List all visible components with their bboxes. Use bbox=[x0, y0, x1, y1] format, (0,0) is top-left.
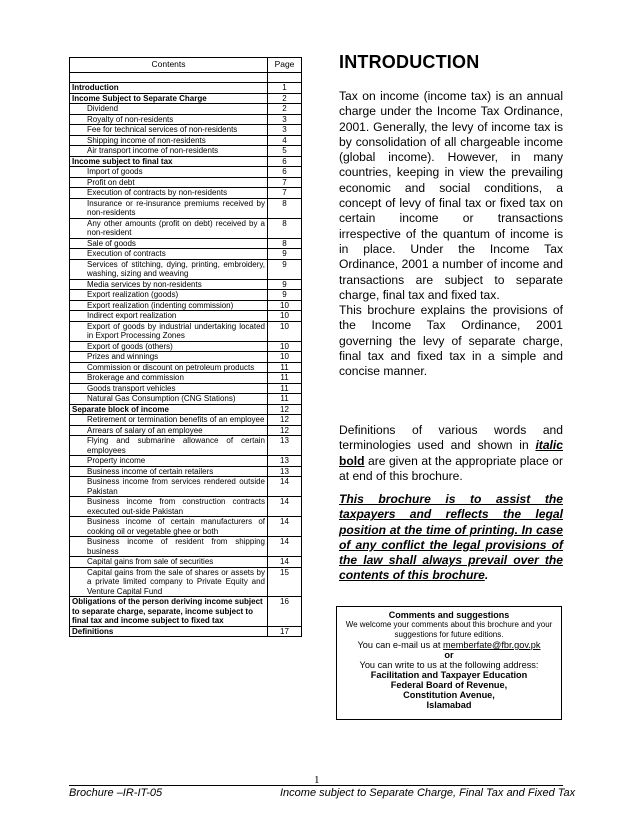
contents-section-title: Introduction bbox=[70, 83, 268, 94]
contents-page-number: 14 bbox=[268, 557, 302, 568]
contents-page-number: 6 bbox=[268, 156, 302, 167]
address-line-1: Facilitation and Taxpayer Education bbox=[370, 670, 528, 680]
contents-row bbox=[70, 249, 302, 260]
contents-page-number: 11 bbox=[268, 383, 302, 394]
contents-subsection-title: Export of goods (others) bbox=[70, 341, 268, 352]
contents-section-title: Income Subject to Separate Charge bbox=[70, 93, 268, 104]
disclaimer-period: . bbox=[484, 568, 489, 583]
contents-page-number: 10 bbox=[268, 352, 302, 363]
contents-page-number: 2 bbox=[268, 93, 302, 104]
contents-subsection-title: Execution of contracts bbox=[70, 249, 268, 260]
contents-row bbox=[70, 362, 302, 373]
definitions-text-start: Definitions of various words and terminologies used and shown in bbox=[339, 423, 563, 453]
comments-suggestions-box bbox=[336, 606, 562, 720]
contents-row bbox=[70, 537, 302, 557]
contents-row bbox=[70, 259, 302, 279]
contents-page-number: 17 bbox=[268, 626, 302, 637]
contents-subsection-title: Business income from construction contracts executed out-side Pakistan bbox=[70, 497, 268, 517]
address-line-2: Federal Board of Revenue, bbox=[390, 680, 508, 690]
contents-page-number: 13 bbox=[268, 436, 302, 456]
italic-keyword: italic bbox=[535, 438, 563, 453]
contents-row bbox=[70, 456, 302, 467]
contents-page-number: 7 bbox=[268, 177, 302, 188]
disclaimer-paragraph bbox=[339, 492, 563, 584]
footer-brochure-title: Income subject to Separate Charge, Final Tax and Fixed Tax bbox=[280, 787, 576, 799]
contents-subsection-title: Insurance or re-insurance premiums received by non-residents bbox=[70, 198, 268, 218]
contents-page-number: 14 bbox=[268, 517, 302, 537]
email-prefix: You can e-mail us at bbox=[357, 640, 443, 650]
contents-subsection-title: Capital gains from sale of securities bbox=[70, 557, 268, 568]
contents-subsection-title: Dividend bbox=[70, 104, 268, 115]
contents-page-number: 9 bbox=[268, 279, 302, 290]
contents-row bbox=[70, 626, 302, 637]
contents-spacer-row bbox=[70, 73, 302, 83]
contents-row bbox=[70, 352, 302, 363]
intro-paragraph-1: Tax on income (income tax) is an annual charge under the Income Tax Ordinance, 2001. Generally, the levy of income tax is by consolidation of all chargeable income (global income). However, in many countries, keeping in view the prevailing economic and social conditions, a concept of levy of final tax or fixed tax on certain income or transactions irrespective of the quantum of income is in place. Under the Income Tax Ordinance, 2001 a number of income and transactions are subject to separate charge, final tax and fixed tax. bbox=[339, 89, 563, 302]
contents-row bbox=[70, 114, 302, 125]
contents-row bbox=[70, 415, 302, 426]
contents-page-number: 11 bbox=[268, 362, 302, 373]
contents-row bbox=[70, 146, 302, 157]
footer-brochure-id: Brochure –IR-IT-05 bbox=[69, 787, 163, 799]
contents-row bbox=[70, 300, 302, 311]
contents-row bbox=[70, 167, 302, 178]
contents-row bbox=[70, 238, 302, 249]
contents-subsection-title: Goods transport vehicles bbox=[70, 383, 268, 394]
contents-header: Contents bbox=[70, 58, 268, 73]
contents-section-title: Separate block of income bbox=[70, 404, 268, 415]
contents-row bbox=[70, 341, 302, 352]
or-text: or bbox=[444, 650, 454, 660]
contents-table bbox=[69, 57, 302, 637]
contents-subsection-title: Commission or discount on petroleum products bbox=[70, 362, 268, 373]
contents-row bbox=[70, 125, 302, 136]
contents-subsection-title: Export realization (goods) bbox=[70, 290, 268, 301]
contents-page-number: 12 bbox=[268, 425, 302, 436]
contents-subsection-title: Brokerage and commission bbox=[70, 373, 268, 384]
contents-page-number: 12 bbox=[268, 415, 302, 426]
contents-page-number: 13 bbox=[268, 466, 302, 477]
contents-subsection-title: Sale of goods bbox=[70, 238, 268, 249]
contents-page-number: 9 bbox=[268, 259, 302, 279]
contents-row bbox=[70, 279, 302, 290]
contents-row bbox=[70, 373, 302, 384]
contents-page-number: 3 bbox=[268, 114, 302, 125]
contents-page-number: 6 bbox=[268, 167, 302, 178]
contents-subsection-title: Prizes and winnings bbox=[70, 352, 268, 363]
contents-page-number: 13 bbox=[268, 456, 302, 467]
contents-subsection-title: Shipping income of non-residents bbox=[70, 135, 268, 146]
contents-page-number: 2 bbox=[268, 104, 302, 115]
contents-subsection-title: Export realization (indenting commission) bbox=[70, 300, 268, 311]
contents-section-title: Obligations of the person deriving income subject to separate charge, separate, income subject to final tax and income subject to fixed tax bbox=[70, 597, 268, 627]
contents-row bbox=[70, 517, 302, 537]
contents-page-number: 4 bbox=[268, 135, 302, 146]
contents-page-number: 9 bbox=[268, 290, 302, 301]
contents-row bbox=[70, 567, 302, 597]
contents-row bbox=[70, 404, 302, 415]
contents-subsection-title: Media services by non-residents bbox=[70, 279, 268, 290]
contents-page-number: 3 bbox=[268, 125, 302, 136]
contents-page-number: 8 bbox=[268, 198, 302, 218]
contents-page-number: 7 bbox=[268, 188, 302, 199]
definitions-paragraph bbox=[339, 423, 563, 484]
contents-row bbox=[70, 311, 302, 322]
contents-row bbox=[70, 198, 302, 218]
contents-row bbox=[70, 436, 302, 456]
disclaimer-text: This brochure is to assist the taxpayers and reflects the legal position at the time of printing. In case of any conflict the legal provisions of the law shall always prevail over the contents of this brochure bbox=[339, 492, 563, 583]
contents-row bbox=[70, 93, 302, 104]
contents-row bbox=[70, 477, 302, 497]
contents-page-number: 8 bbox=[268, 238, 302, 249]
comments-heading: Comments and suggestions bbox=[388, 610, 510, 620]
contents-subsection-title: Execution of contracts by non-residents bbox=[70, 188, 268, 199]
definitions-text-end: are given at the appropriate place or at end of this brochure. bbox=[339, 453, 563, 483]
contents-subsection-title: Natural Gas Consumption (CNG Stations) bbox=[70, 394, 268, 405]
write-to-us-text: You can write to us at the following address: bbox=[359, 660, 539, 670]
contents-row bbox=[70, 383, 302, 394]
contents-page-number: 9 bbox=[268, 249, 302, 260]
contents-row bbox=[70, 425, 302, 436]
contents-subsection-title: Profit on debt bbox=[70, 177, 268, 188]
contents-row bbox=[70, 597, 302, 627]
contents-row bbox=[70, 321, 302, 341]
contents-section-title: Definitions bbox=[70, 626, 268, 637]
contents-row bbox=[70, 188, 302, 199]
contents-page-number: 10 bbox=[268, 311, 302, 322]
email-link[interactable]: memberfate@fbr.gov.pk bbox=[442, 640, 541, 650]
contents-subsection-title: Royalty of non-residents bbox=[70, 114, 268, 125]
page-number: 1 bbox=[314, 774, 320, 786]
contents-page-number: 15 bbox=[268, 567, 302, 597]
contents-page-number: 5 bbox=[268, 146, 302, 157]
contents-subsection-title: Any other amounts (profit on debt) received by a non-resident bbox=[70, 218, 268, 238]
contents-page-number: 8 bbox=[268, 218, 302, 238]
contents-page-number: 10 bbox=[268, 341, 302, 352]
contents-subsection-title: Indirect export realization bbox=[70, 311, 268, 322]
contents-subsection-title: Property income bbox=[70, 456, 268, 467]
contents-page-number: 14 bbox=[268, 537, 302, 557]
contents-page-number: 1 bbox=[268, 83, 302, 94]
contents-row bbox=[70, 177, 302, 188]
page-header: Page bbox=[268, 58, 302, 73]
contents-subsection-title: Export of goods by industrial undertaking located in Export Processing Zones bbox=[70, 321, 268, 341]
contents-page-number: 10 bbox=[268, 321, 302, 341]
contents-page-number: 11 bbox=[268, 373, 302, 384]
contents-subsection-title: Import of goods bbox=[70, 167, 268, 178]
address-line-3: Constitution Avenue, bbox=[403, 690, 495, 700]
contents-page-number: 14 bbox=[268, 477, 302, 497]
contents-row bbox=[70, 557, 302, 568]
contents-page-number: 16 bbox=[268, 597, 302, 627]
contents-row bbox=[70, 104, 302, 115]
address-line-4: Islamabad bbox=[426, 700, 472, 710]
contents-section-title: Income subject to final tax bbox=[70, 156, 268, 167]
contents-subsection-title: Flying and submarine allowance of certain employees bbox=[70, 436, 268, 456]
contents-row bbox=[70, 218, 302, 238]
bold-keyword: bold bbox=[339, 453, 365, 468]
intro-paragraph-2: This brochure explains the provisions of the Income Tax Ordinance, 2001 governing the levy of separate charge, final tax and fixed tax in a simple and concise manner. bbox=[339, 303, 563, 379]
contents-header-row bbox=[70, 58, 302, 73]
contents-subsection-title: Arrears of salary of an employee bbox=[70, 425, 268, 436]
contents-subsection-title: Business income of certain manufacturers of cooking oil or vegetable ghee or both bbox=[70, 517, 268, 537]
contents-row bbox=[70, 466, 302, 477]
contents-row bbox=[70, 497, 302, 517]
contents-subsection-title: Capital gains from the sale of shares or assets by a private limited company to Private Equity and Venture Capital Fund bbox=[70, 567, 268, 597]
contents-row bbox=[70, 135, 302, 146]
introduction-title: INTRODUCTION bbox=[339, 52, 480, 72]
contents-row bbox=[70, 83, 302, 94]
footer-divider bbox=[69, 785, 563, 786]
contents-subsection-title: Business income from services rendered outside Pakistan bbox=[70, 477, 268, 497]
contents-subsection-title: Business income of resident from shipping business bbox=[70, 537, 268, 557]
contents-row bbox=[70, 290, 302, 301]
contents-row bbox=[70, 156, 302, 167]
contents-subsection-title: Air transport income of non-residents bbox=[70, 146, 268, 157]
contents-page-number: 10 bbox=[268, 300, 302, 311]
contents-subsection-title: Business income of certain retailers bbox=[70, 466, 268, 477]
contents-subsection-title: Fee for technical services of non-residents bbox=[70, 125, 268, 136]
email-line bbox=[337, 640, 561, 650]
contents-subsection-title: Retirement or termination benefits of an employee bbox=[70, 415, 268, 426]
contents-subsection-title: Services of stitching, dying, printing, embroidery, washing, sizing and weaving bbox=[70, 259, 268, 279]
contents-row bbox=[70, 394, 302, 405]
contents-page-number: 14 bbox=[268, 497, 302, 517]
comments-welcome-text: We welcome your comments about this brochure and your suggestions for future editions. bbox=[345, 620, 553, 639]
contents-page-number: 11 bbox=[268, 394, 302, 405]
contents-page-number: 12 bbox=[268, 404, 302, 415]
